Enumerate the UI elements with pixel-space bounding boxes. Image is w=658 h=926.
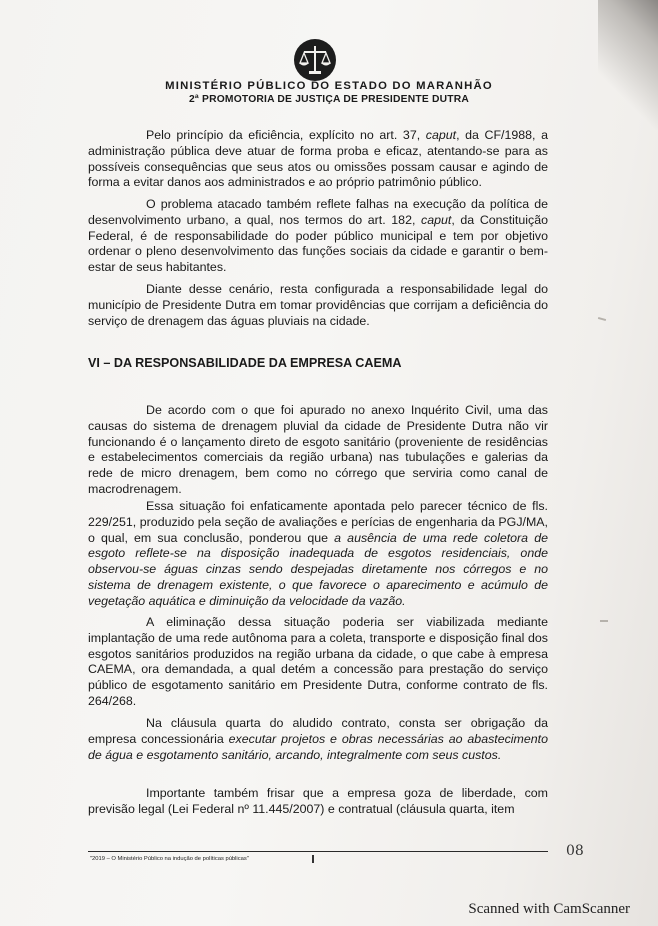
paragraph-politica-urbana: O problema atacado também reflete falhas na execução da política de desenvolvimento urbano, a qual, nos termos do art. 182, caput, da Constituição Federal, é de responsabilidade do poder público municipal e tem por objetivo ordenar o pleno desenvolvimento das funções sociais da cidade e garantir o bem-estar de seus habitantes. bbox=[88, 197, 548, 275]
promotoria-subtitle: 2ª PROMOTORIA DE JUSTIÇA DE PRESIDENTE DUTRA bbox=[189, 94, 469, 105]
paragraph-inquerito: De acordo com o que foi apurado no anexo Inquérito Civil, uma das causas do sistema de drenagem pluvial da cidade de Presidente Dutra não vir funcionando é o lançamento direto de esgoto sanitário (proveniente de residências e estabelecimentos comerciais da região urbana) nas tubulações e galerias da rede de micro drenagem, bem como no córrego que serviria como canal de macrodrenagem. bbox=[88, 403, 548, 496]
page-number: 08 bbox=[566, 843, 584, 859]
paragraph-eficiencia: Pelo princípio da eficiência, explícito no art. 37, caput, da CF/1988, a administração pública deve atuar de forma proba e eficaz, atentando-se para as possíveis consequências que seus atos ou omissões possam causar e agindo de forma a evitar danos aos administrados e ao próprio patrimônio público. bbox=[88, 128, 548, 190]
paragraph-parecer-tecnico: Essa situação foi enfaticamente apontada pelo parecer técnico de fls. 229/251, produzido pela seção de avaliações e perícias de engenharia da PGJ/MA, o qual, em sua conclusão, ponderou que a ausência de uma rede coletora de esgoto reflete-se na disposição inadequada de esgotos residenciais, onde observou-se águas cinzas sendo despejadas diretamente nos córregos e no sistema de drenagem existente, o que favorece o aparecimento e acúmulo de vegetação aquática e diminuição da velocidade da vazão. bbox=[88, 499, 548, 608]
scan-mark bbox=[600, 620, 608, 622]
paragraph-responsabilidade-municipio: Diante desse cenário, resta configurada a responsabilidade legal do município de Presidente Dutra em tomar providências que corrijam a deficiência do serviço de drenagem das águas pluviais na cidade. bbox=[88, 282, 548, 328]
page-shadow bbox=[598, 0, 658, 130]
paragraph-liberdade: Importante também frisar que a empresa goza de liberdade, com previsão legal (Lei Federal nº 11.445/2007) e contratual (cláusula quarta, item bbox=[88, 786, 548, 816]
paragraph-eliminacao: A eliminação dessa situação poderia ser viabilizada mediante implantação de uma rede autônoma para a coleta, transporte e disposição final dos esgotos sanitários produzidos na região urbana da cidade, o que cabe à empresa CAEMA, ora demandada, a qual detém a concessão para prestação do serviço público de esgotamento sanitário em Presidente Dutra, conforme contrato de fls. 264/268. bbox=[88, 615, 548, 708]
ministry-title: MINISTÉRIO PÚBLICO DO ESTADO DO MARANHÃO bbox=[165, 80, 493, 92]
scanner-watermark: Scanned with CamScanner bbox=[468, 901, 630, 917]
scan-mark bbox=[598, 317, 606, 321]
footer-rule bbox=[88, 851, 548, 852]
section-heading: VI – DA RESPONSABILIDADE DA EMPRESA CAEMA bbox=[88, 356, 402, 370]
footer-note: "2019 – O Ministério Público na indução de políticas públicas" bbox=[90, 856, 249, 862]
scales-of-justice-icon bbox=[293, 38, 337, 82]
footer-divider bbox=[312, 855, 314, 863]
paragraph-clausula-quarta: Na cláusula quarta do aludido contrato, consta ser obrigação da empresa concessionária executar projetos e obras necessárias ao abastecimento de água e esgotamento sanitário, arcando, integralmente com seus custos. bbox=[88, 716, 548, 762]
